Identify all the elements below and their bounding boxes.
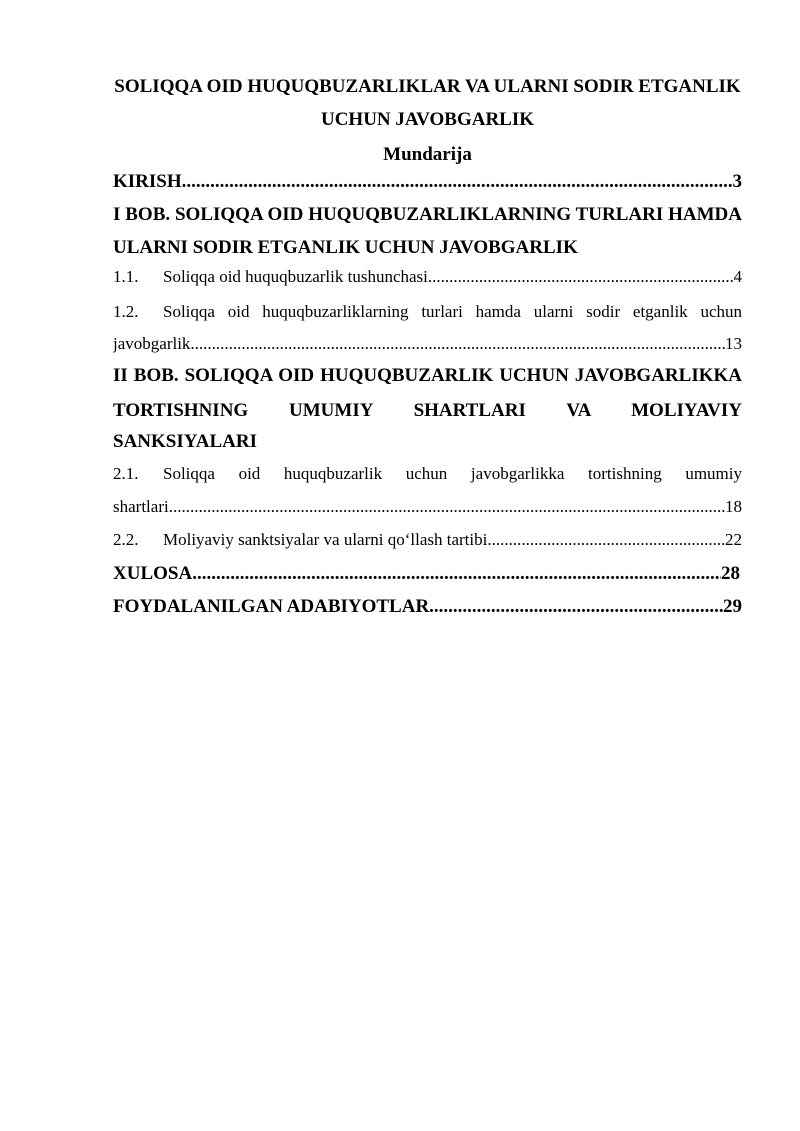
toc-leader-dots [169, 497, 725, 517]
toc-section-number: 2.1. [113, 464, 139, 483]
toc-entry-label: Soliqqa oid huquqbuzarlik tushunchasi [163, 267, 428, 286]
toc-entry-adabiyotlar[interactable] [113, 596, 742, 626]
toc-leader-dots [428, 267, 734, 287]
toc-leader-dots [190, 334, 725, 354]
toc-entry-1-2-line-1[interactable] [113, 302, 742, 332]
toc-entry-label: XULOSA [113, 563, 193, 584]
toc-entry-1-2-line-2[interactable] [113, 334, 742, 364]
toc-entry-1-1[interactable] [113, 267, 742, 297]
toc-entry-2-1-line-1[interactable] [113, 464, 742, 494]
toc-section-number: 1.2. [113, 302, 139, 321]
toc-leader-dots [182, 171, 733, 193]
toc-entry-xulosa[interactable] [113, 563, 740, 593]
toc-entry-label: shartlari [113, 497, 169, 516]
toc-entry-label: FOYDALANILGAN ADABIYOTLAR [113, 596, 430, 617]
toc-page-number: 29 [723, 596, 742, 617]
toc-entry-label: SANKSIYALARI [113, 431, 257, 452]
toc-page-number: 4 [733, 267, 742, 286]
toc-entry-label: KIRISH [113, 171, 182, 192]
document-title-line-2: UCHUN JAVOBGARLIK [320, 109, 535, 130]
toc-entry-kirish[interactable] [113, 171, 742, 201]
toc-chapter-2-line-2[interactable]: TORTISHNING UMUMIY SHARTLARI VA MOLIYAVIY [113, 400, 742, 421]
toc-entry-label: Moliyaviy sanktsiyalar va ularni qo‘llash tartibi [163, 530, 488, 549]
toc-leader-dots [487, 530, 725, 550]
toc-entry-label: Soliqqa oid huquqbuzarliklarning turlari hamda ularni sodir etganlik uchun [163, 302, 742, 321]
toc-entry-label: ULARNI SODIR ETGANLIK UCHUN JAVOBGARLIK [113, 237, 578, 258]
toc-entry-2-2[interactable] [113, 530, 742, 560]
toc-section-number: 1.1. [113, 267, 139, 286]
toc-chapter-2-line-3[interactable] [113, 431, 742, 461]
toc-page-number: 13 [725, 334, 742, 353]
document-title-line-1: SOLIQQA OID HUQUQBUZARLIKLAR VA ULARNI SODIR ETGANLIK [114, 76, 741, 97]
toc-page-number: 18 [725, 497, 742, 516]
toc-entry-label: Soliqqa oid huquqbuzarlik uchun javobgarlikka tortishning umumiy [163, 464, 742, 483]
toc-page-number: 22 [725, 530, 742, 549]
toc-chapter-1-line-2[interactable] [113, 237, 742, 267]
toc-page-number: 3 [732, 171, 742, 192]
toc-entry-label: javobgarlik [113, 334, 191, 353]
toc-section-number: 2.2. [113, 530, 139, 549]
toc-heading: Mundarija [383, 144, 472, 165]
toc-chapter-1-line-1[interactable]: I BOB. SOLIQQA OID HUQUQBUZARLIKLARNING TURLARI HAMDA [113, 204, 742, 225]
toc-leader-dots [429, 596, 723, 618]
toc-page-number: 28 [721, 563, 740, 584]
toc-entry-2-1-line-2[interactable] [113, 497, 742, 527]
toc-leader-dots [192, 563, 721, 585]
toc-chapter-2-line-1[interactable]: II BOB. SOLIQQA OID HUQUQBUZARLIK UCHUN JAVOBGARLIKKA [113, 365, 742, 386]
